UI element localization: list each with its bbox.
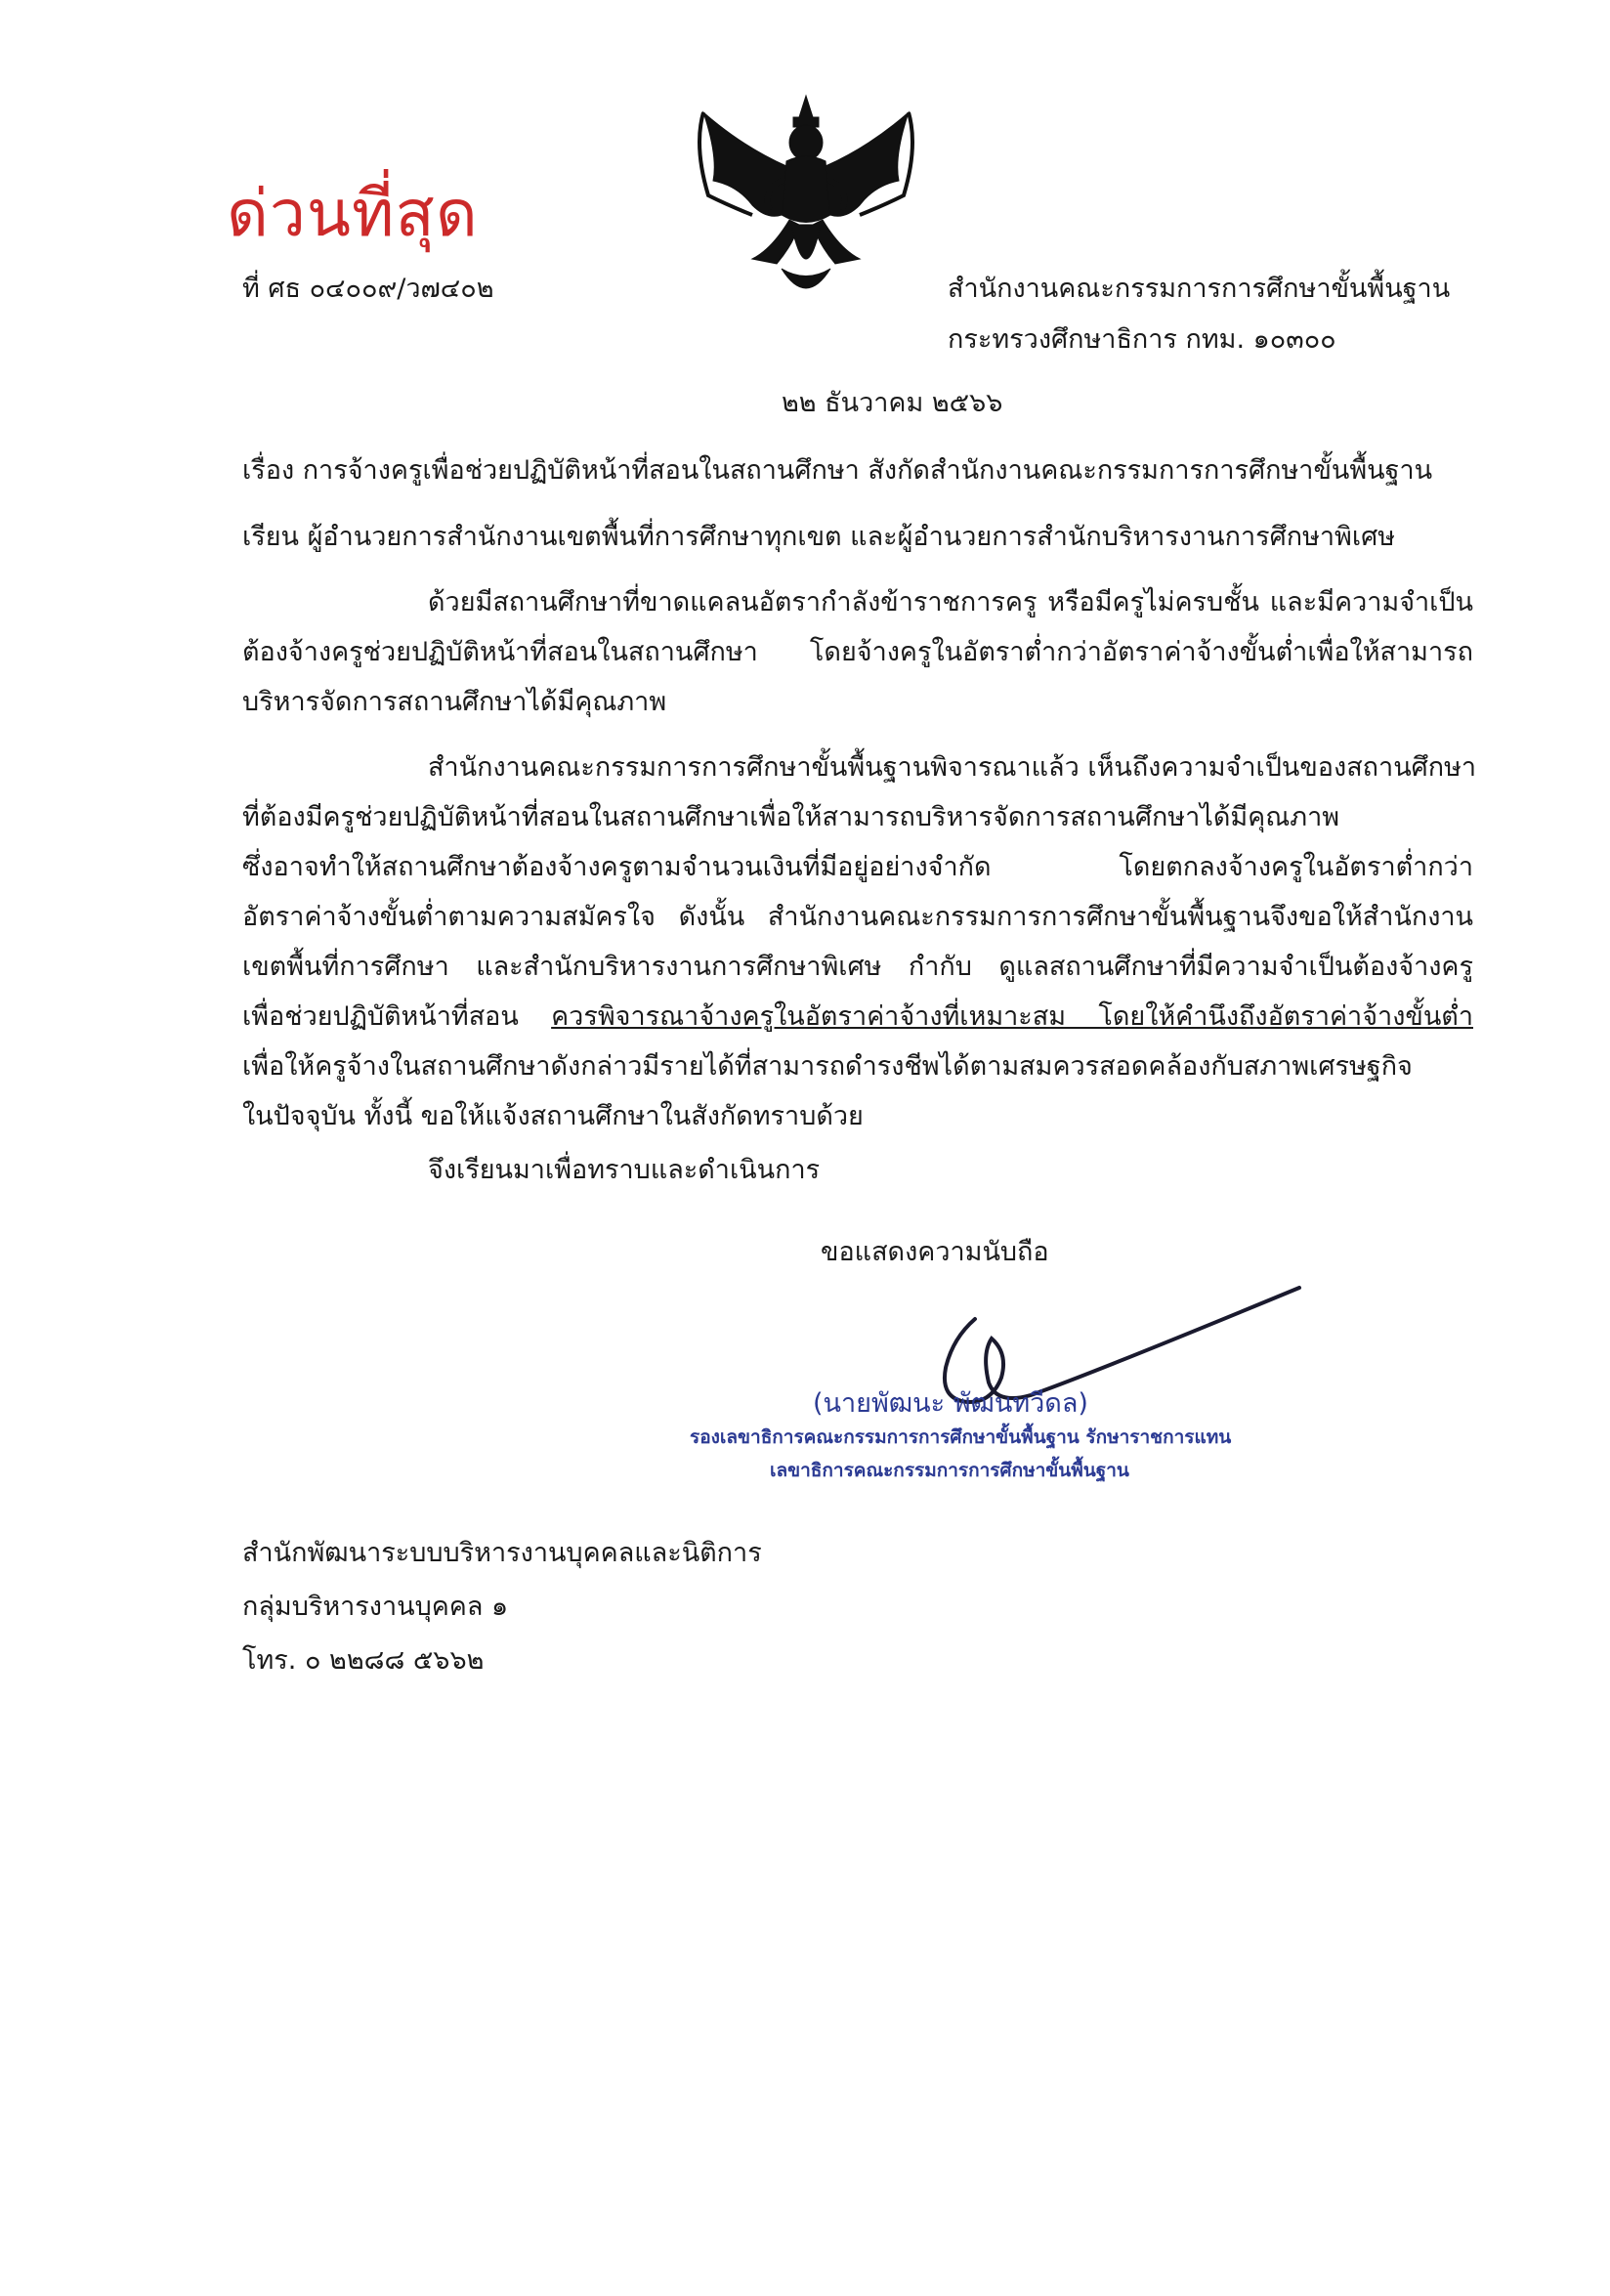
- footer-phone: โทร. ๐ ๒๒๘๘ ๕๖๖๒: [242, 1645, 485, 1676]
- document-date: ๒๒ ธันวาคม ๒๕๖๖: [782, 388, 1003, 418]
- signer-name: (นายพัฒนะ พัฒนทวีดล): [813, 1388, 1088, 1419]
- footer-group: กลุ่มบริหารงานบุคคล ๑: [242, 1592, 509, 1622]
- paragraph-line: อัตราค่าจ้างขั้นต่ำตามความสมัครใจ ดังนั้น สำนักงานคณะกรรมการการศึกษาขั้นพื้นฐานจึงขอให้สำนักงาน: [242, 902, 1473, 932]
- paragraph-2: [242, 743, 1477, 1141]
- document-number: ที่ ศธ ๐๔๐๐๙/ว๗๔๐๒: [242, 274, 494, 304]
- paragraph-line: บริหารจัดการสถานศึกษาได้มีคุณภาพ: [242, 687, 667, 717]
- signer-position: รองเลขาธิการคณะกรรมการการศึกษาขั้นพื้นฐาน รักษาราชการแทน: [690, 1426, 1232, 1448]
- footer-office: สำนักพัฒนาระบบบริหารงานบุคคลและนิติการ: [242, 1538, 762, 1568]
- paragraph-line: เขตพื้นที่การศึกษา และสำนักบริหารงานการศึกษาพิเศษ กำกับ ดูแลสถานศึกษาที่มีความจำเป็นต้องจ้างครู: [242, 952, 1473, 982]
- paragraph-line: สำนักงานคณะกรรมการการศึกษาขั้นพื้นฐานพิจารณาแล้ว เห็นถึงความจำเป็นของสถานศึกษา: [428, 752, 1477, 783]
- salutation: ขอแสดงความนับถือ: [821, 1237, 1049, 1267]
- subject-line: เรื่อง การจ้างครูเพื่อช่วยปฏิบัติหน้าที่สอนในสถานศึกษา สังกัดสำนักงานคณะกรรมการการศึกษาขั้นพื้นฐาน: [242, 455, 1433, 486]
- recipient-line: เรียน ผู้อำนวยการสำนักงานเขตพื้นที่การศึกษาทุกเขต และผู้อำนวยการสำนักบริหารงานการศึกษาพิเศษ: [242, 522, 1396, 552]
- paragraph-1: [242, 577, 1473, 727]
- paragraph-text: เพื่อช่วยปฏิบัติหน้าที่สอน: [242, 1001, 552, 1032]
- paragraph-line: ซึ่งอาจทำให้สถานศึกษาต้องจ้างครูตามจำนวนเงินที่มีอยู่อย่างจำกัด โดยตกลงจ้างครูในอัตราต่ำกว่า: [242, 852, 1473, 882]
- paragraph-line: ต้องจ้างครูช่วยปฏิบัติหน้าที่สอนในสถานศึกษา โดยจ้างครูในอัตราต่ำกว่าอัตราค่าจ้างขั้นต่ำเพื่อให้สามารถ: [242, 637, 1473, 667]
- closing-line: จึงเรียนมาเพื่อทราบและดำเนินการ: [428, 1155, 821, 1185]
- paragraph-line: ด้วยมีสถานศึกษาที่ขาดแคลนอัตรากำลังข้าราชการครู หรือมีครูไม่ครบชั้น และมีความจำเป็น: [428, 587, 1473, 617]
- signer-position-acting: เลขาธิการคณะกรรมการการศึกษาขั้นพื้นฐาน: [770, 1460, 1129, 1481]
- underlined-instruction: ควรพิจารณาจ้างครูในอัตราค่าจ้างที่เหมาะสม โดยให้คำนึงถึงอัตราค่าจ้างขั้นต่ำ: [551, 1001, 1473, 1032]
- paragraph-line: ในปัจจุบัน ทั้งนี้ ขอให้แจ้งสถานศึกษาในสังกัดทราบด้วย: [242, 1101, 864, 1131]
- urgency-stamp: ด่วนที่สุด: [227, 176, 479, 251]
- agency-name: สำนักงานคณะกรรมการการศึกษาขั้นพื้นฐาน: [948, 274, 1451, 304]
- garuda-emblem-icon: [684, 88, 928, 313]
- paragraph-line: ที่ต้องมีครูช่วยปฏิบัติหน้าที่สอนในสถานศึกษาเพื่อให้สามารถบริหารจัดการสถานศึกษาได้มีคุณภาพ: [242, 802, 1340, 832]
- agency-address: กระทรวงศึกษาธิการ กทม. ๑๐๓๐๐: [948, 324, 1336, 355]
- paragraph-line: เพื่อให้ครูจ้างในสถานศึกษาดังกล่าวมีรายได้ที่สามารถดำรงชีพได้ตามสมควรสอดคล้องกับสภาพเศรษฐกิจ: [242, 1051, 1413, 1082]
- paragraph-line-with-emphasis: [242, 992, 1473, 1042]
